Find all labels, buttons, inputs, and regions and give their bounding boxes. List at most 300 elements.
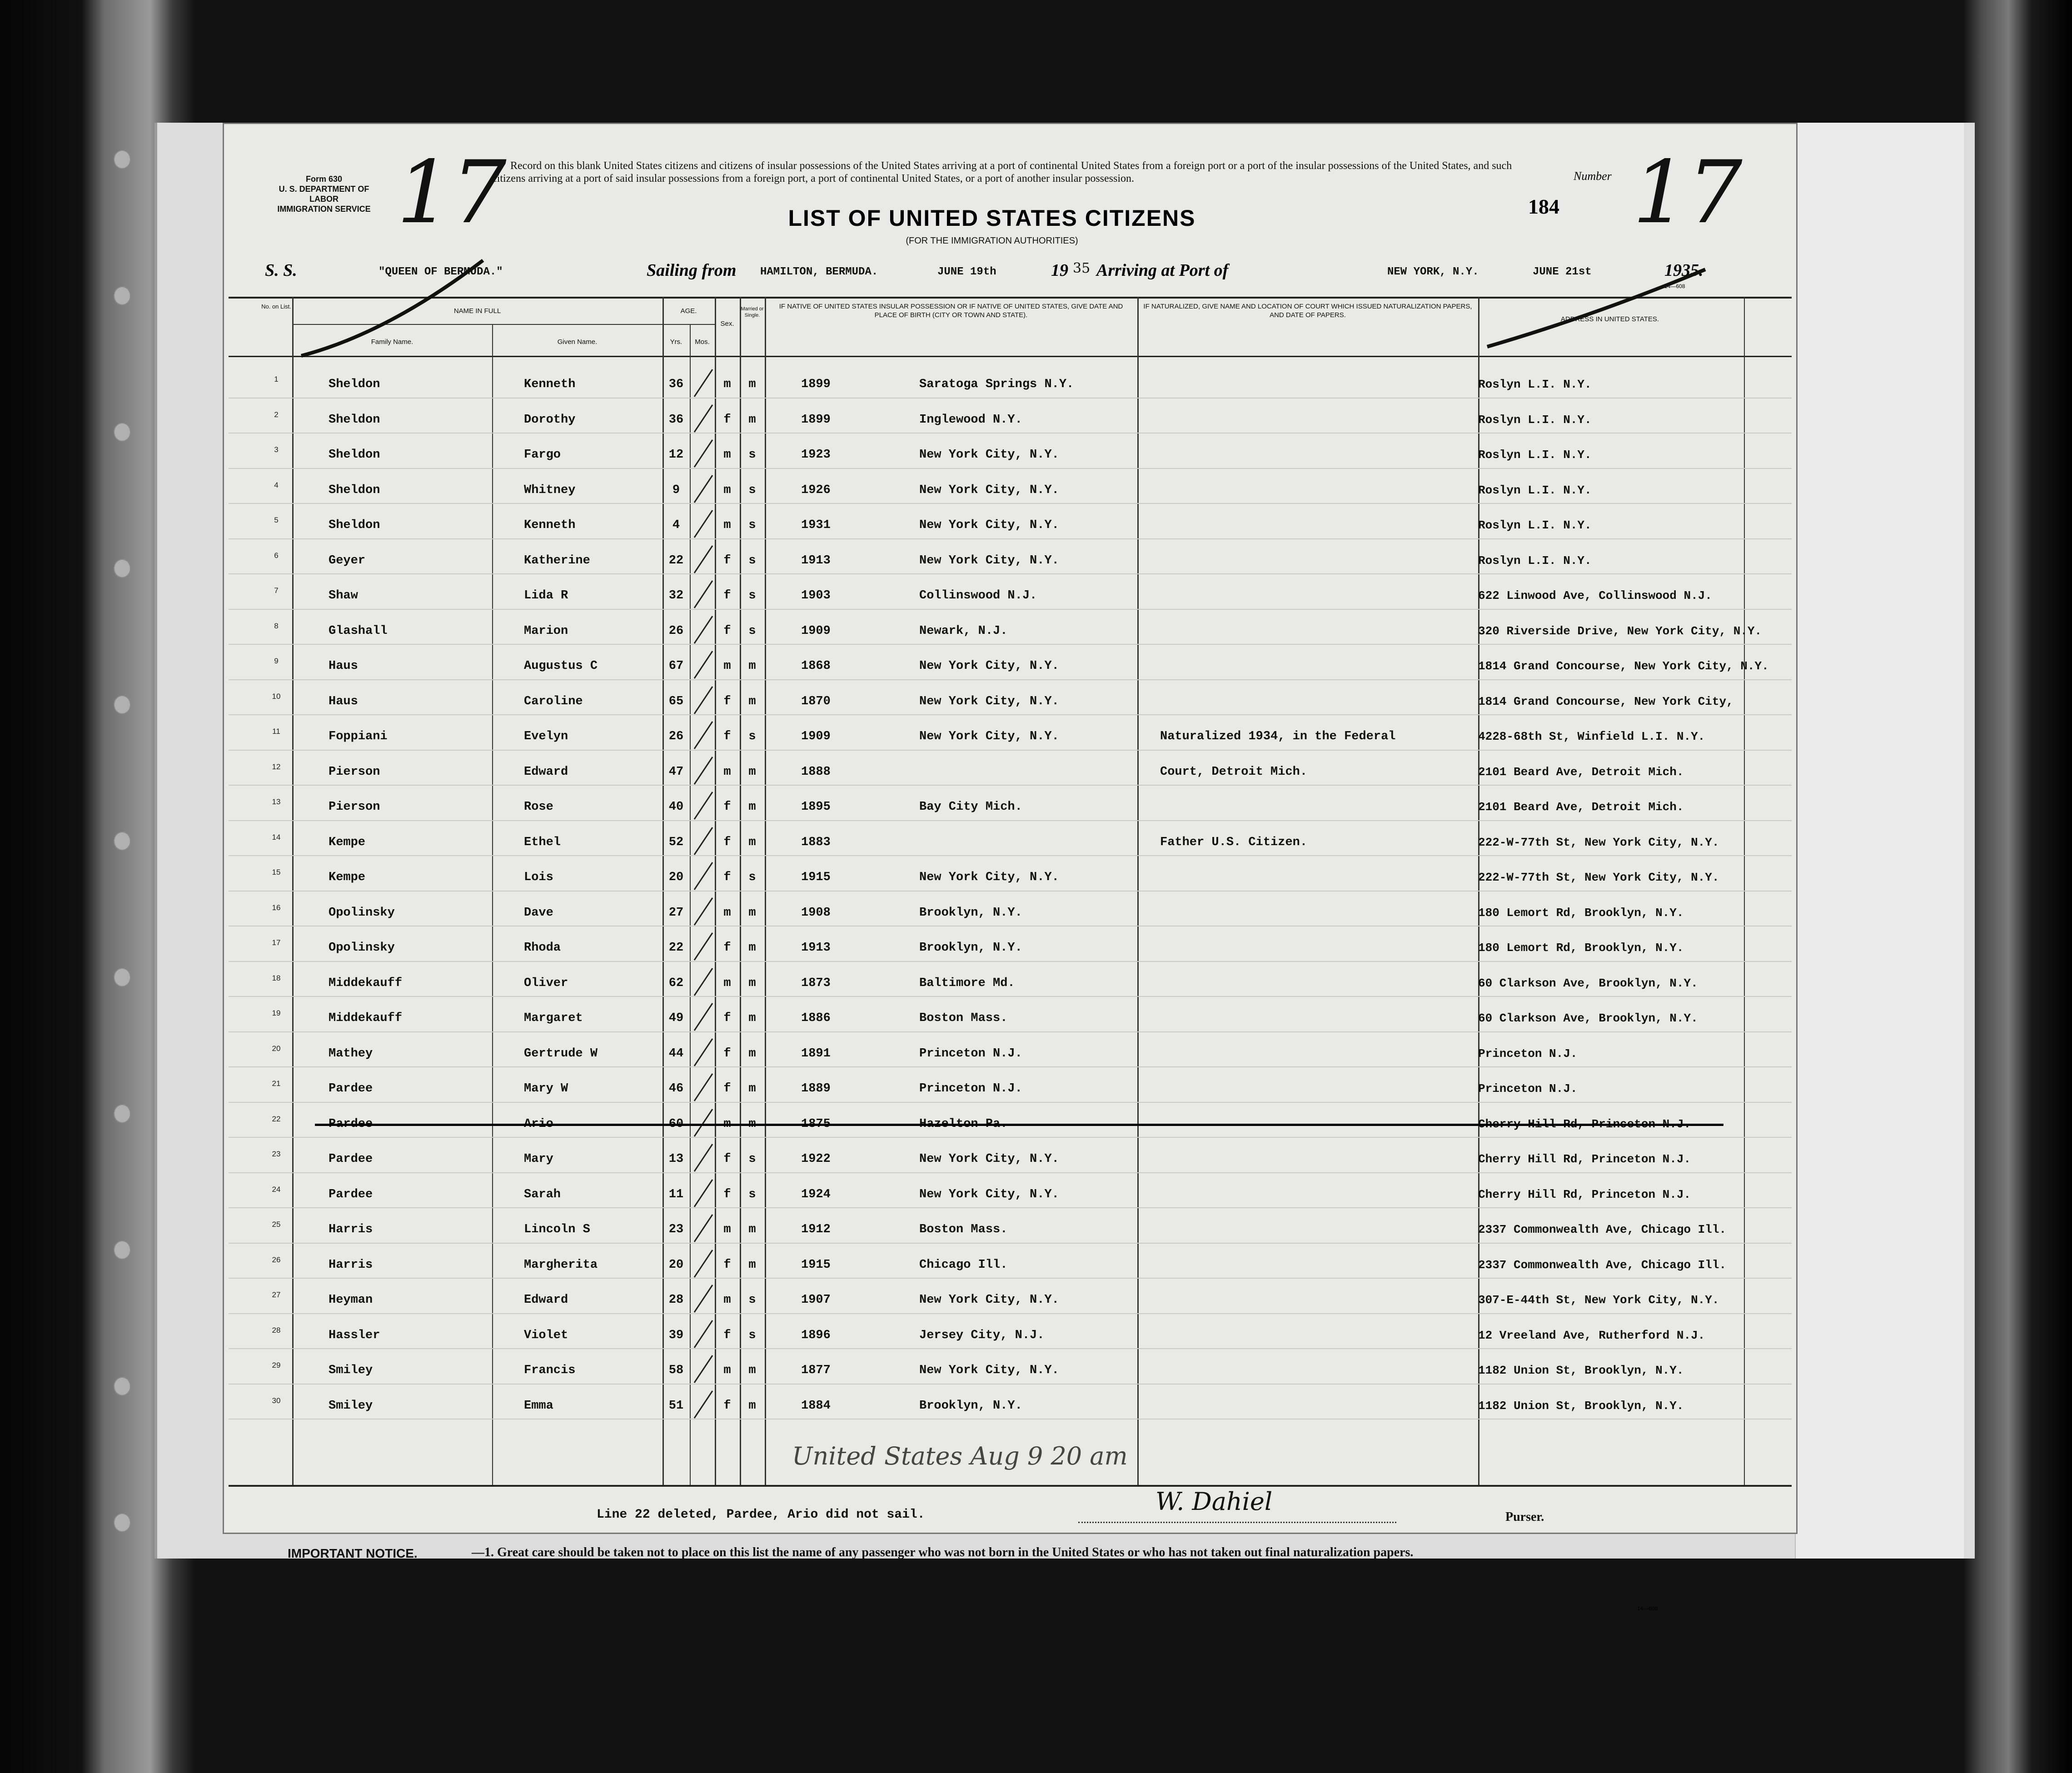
marital-status: s (748, 1293, 756, 1307)
address: 1814 Grand Concourse, New York City, (1478, 694, 1733, 708)
birth-year: 1883 (801, 835, 831, 849)
marital-status: s (748, 589, 756, 603)
age-years: 58 (668, 1364, 684, 1377)
address: Roslyn L.I. N.Y. (1478, 483, 1592, 497)
col-given-name: Given Name. (557, 338, 598, 346)
binder-hole (114, 1513, 131, 1532)
service-name: IMMIGRATION SERVICE (277, 204, 371, 214)
row-number: 3 (274, 445, 279, 454)
check-mark-icon (692, 684, 715, 716)
row-rule (229, 1207, 1792, 1208)
age-years: 13 (668, 1152, 684, 1166)
age-years: 4 (672, 518, 680, 532)
sex: m (723, 765, 731, 779)
given-name: Mary W (524, 1082, 568, 1096)
sex: m (723, 659, 731, 673)
row-number: 8 (274, 621, 279, 630)
age-years: 9 (672, 483, 680, 497)
sex: m (723, 448, 731, 462)
sex: f (723, 941, 731, 955)
list-number: 184 (1528, 195, 1559, 218)
age-years: 40 (668, 800, 684, 814)
marital-status: m (748, 1258, 756, 1272)
check-mark-icon (692, 896, 715, 927)
family-name: Heyman (329, 1293, 373, 1307)
deletion-note: Line 22 deleted, Pardee, Ario did not sail. (597, 1508, 925, 1522)
given-name: Gertrude W (524, 1046, 598, 1061)
table-bottom-rule (229, 1485, 1792, 1487)
age-years: 52 (668, 835, 684, 849)
family-name: Pardee (329, 1187, 373, 1201)
birth-place: New York City, N.Y. (919, 659, 1059, 673)
birth-place: Boston Mass. (919, 1223, 1008, 1236)
address: 1814 Grand Concourse, New York City, N.Y. (1478, 659, 1769, 673)
birth-place: Princeton N.J. (919, 1046, 1022, 1061)
sex: f (723, 1328, 731, 1342)
sex: f (723, 871, 731, 884)
address: 1182 Union St, Brooklyn, N.Y. (1478, 1364, 1684, 1377)
row-number: 4 (274, 480, 279, 489)
row-rule (229, 503, 1792, 504)
row-number: 19 (272, 1009, 281, 1017)
birth-place: New York City, N.Y. (919, 1187, 1059, 1201)
family-name: Mathey (329, 1046, 373, 1061)
row-rule (229, 750, 1792, 751)
record-notice: Record on this blank United States citizens and citizens of insular possessions of the United States arriving at a port of continental United States from a foreign port or a port of the insular possessions of the United States, and such citizens arriving at a port of said insular possessions from a foreign port, a port of continental United States, or a port of another insular possession. (492, 160, 1512, 184)
sex: f (723, 730, 731, 743)
address: 2101 Beard Ave, Detroit Mich. (1478, 765, 1684, 779)
arriving-label: Arriving at Port of (1096, 261, 1229, 280)
check-mark-icon (692, 1212, 715, 1244)
check-mark-icon (692, 790, 715, 822)
notice-item-3: 3. Failure to observe the terms of this notice may result in delay to passengers at the port of arrival. (472, 1601, 1010, 1615)
birth-year: 1924 (801, 1187, 831, 1201)
family-name: Shaw (329, 589, 358, 603)
age-years: 44 (668, 1046, 684, 1061)
check-mark-icon (692, 931, 715, 962)
given-name: Margherita (524, 1258, 598, 1272)
birth-year: 1895 (801, 800, 831, 814)
check-mark-icon (692, 1036, 715, 1068)
birth-place: Jersey City, N.J. (919, 1328, 1045, 1342)
check-mark-icon (692, 438, 715, 469)
family-name: Foppiani (329, 730, 388, 743)
birth-place: New York City, N.Y. (919, 553, 1059, 568)
sex: f (723, 413, 731, 427)
binder-hole (114, 559, 131, 578)
sex: f (723, 1187, 731, 1201)
row-number: 25 (272, 1220, 281, 1229)
sex: m (723, 1364, 731, 1377)
marital-status: m (748, 1364, 756, 1377)
voyage-form-code: 14—608 (1664, 283, 1685, 289)
address: 60 Clarkson Ave, Brooklyn, N.Y. (1478, 1011, 1698, 1025)
sailing-from-port: HAMILTON, BERMUDA. (760, 266, 878, 278)
sex: m (723, 906, 731, 920)
binder-hole (114, 695, 131, 714)
birth-place: New York City, N.Y. (919, 730, 1059, 743)
birth-year: 1913 (801, 553, 831, 568)
sex: m (723, 483, 731, 497)
row-rule (229, 996, 1792, 997)
address: Cherry Hill Rd, Princeton N.J. (1478, 1187, 1691, 1201)
row-number: 24 (272, 1185, 281, 1194)
arriving-port: NEW YORK, N.Y. (1387, 266, 1479, 278)
row-rule (229, 855, 1792, 856)
birth-place: Collinswood N.J. (919, 589, 1037, 603)
row-rule (229, 1172, 1792, 1173)
check-mark-icon (692, 1001, 715, 1033)
address: 180 Lemort Rd, Brooklyn, N.Y. (1478, 941, 1684, 955)
col-yrs: Yrs. (670, 338, 682, 346)
age-years: 26 (668, 624, 684, 638)
age-years: 20 (668, 871, 684, 884)
line-22-strikethrough (315, 1124, 1723, 1126)
given-name: Rose (524, 800, 553, 814)
marital-status: m (748, 941, 756, 955)
check-mark-icon (692, 1318, 715, 1350)
address: 320 Riverside Drive, New York City, N.Y. (1478, 624, 1762, 638)
row-number: 21 (272, 1079, 281, 1088)
given-name: Emma (524, 1399, 553, 1413)
sex: m (723, 378, 731, 391)
age-years: 49 (668, 1011, 684, 1025)
family-name: Pardee (329, 1152, 373, 1166)
birth-place: New York City, N.Y. (919, 1152, 1059, 1166)
marital-status: s (748, 483, 756, 497)
row-number: 15 (272, 868, 281, 877)
check-mark-icon (692, 543, 715, 575)
address: 4228-68th St, Winfield L.I. N.Y. (1478, 730, 1705, 743)
handwritten-number-right: 17 (1633, 142, 1743, 243)
sex: f (723, 1082, 731, 1096)
row-number: 29 (272, 1361, 281, 1370)
marital-status: m (748, 413, 756, 427)
birth-place: Inglewood N.Y. (919, 413, 1022, 427)
ship-name: "QUEEN OF BERMUDA." (379, 266, 503, 278)
handwritten-number-left: 17 (397, 142, 507, 243)
row-number: 30 (272, 1396, 281, 1405)
manifest-page (223, 123, 1798, 1633)
row-rule (229, 961, 1792, 962)
row-number: 9 (274, 657, 279, 665)
birth-year: 1922 (801, 1152, 831, 1166)
page-subtitle: (FOR THE IMMIGRATION AUTHORITIES) (906, 236, 1078, 246)
row-rule (229, 1384, 1792, 1385)
family-name: Kempe (329, 871, 366, 884)
family-name: Pardee (329, 1082, 373, 1096)
check-mark-icon (692, 860, 715, 892)
year-prefix: 19 (1051, 261, 1068, 280)
naturalization-info: Court, Detroit Mich. (1160, 765, 1308, 779)
sex: f (723, 800, 731, 814)
given-name: Rhoda (524, 941, 561, 955)
row-rule (229, 714, 1792, 715)
birth-place: New York City, N.Y. (919, 1364, 1059, 1377)
binder-hole (114, 1240, 131, 1260)
given-name: Evelyn (524, 730, 568, 743)
birth-place: Brooklyn, N.Y. (919, 906, 1022, 920)
family-name: Opolinsky (329, 941, 395, 955)
binder-hole (114, 832, 131, 851)
birth-year: 1886 (801, 1011, 831, 1025)
given-name: Fargo (524, 448, 561, 462)
address: Roslyn L.I. N.Y. (1478, 518, 1592, 532)
family-name: Harris (329, 1223, 373, 1236)
marital-status: s (748, 1328, 756, 1342)
row-number: 11 (272, 727, 280, 736)
address: Cherry Hill Rd, Princeton N.J. (1478, 1152, 1691, 1166)
address: 622 Linwood Ave, Collinswood N.J. (1478, 589, 1712, 603)
notice-item-2: 2. Where one or more members of a family are aliens, the names of all such members should be recorded upon the alien manifest. Suitable notation may be made upon such manifest opposite the names of those members who claim citizenship. (472, 1565, 1715, 1594)
address: Roslyn L.I. N.Y. (1478, 378, 1592, 391)
family-name: Harris (329, 1258, 373, 1272)
purser-signature: W. Dahiel (1156, 1487, 1273, 1516)
birth-place: New York City, N.Y. (919, 518, 1059, 532)
given-name: Augustus C (524, 659, 598, 673)
address: 222-W-77th St, New York City, N.Y. (1478, 871, 1719, 884)
birth-place: Chicago Ill. (919, 1258, 1008, 1272)
birth-year: 1915 (801, 1258, 831, 1272)
birth-year: 1912 (801, 1223, 831, 1236)
marital-status: m (748, 765, 756, 779)
important-notice-label: IMPORTANT NOTICE. (288, 1546, 418, 1560)
address: Roslyn L.I. N.Y. (1478, 413, 1592, 427)
binder-hole (114, 1377, 131, 1396)
birth-year: 1877 (801, 1364, 831, 1377)
col-age: AGE. (680, 307, 697, 315)
check-mark-icon (692, 473, 715, 505)
age-years: 20 (668, 1258, 684, 1272)
handwritten-arrival-note: United States Aug 9 20 am (792, 1442, 1128, 1470)
age-years: 36 (668, 378, 684, 391)
birth-place: Saratoga Springs N.Y. (919, 378, 1074, 391)
address: 180 Lemort Rd, Brooklyn, N.Y. (1478, 906, 1684, 920)
family-name: Glashall (329, 624, 388, 638)
number-label: Number (1574, 169, 1612, 183)
col-mos: Mos. (695, 338, 710, 346)
row-number: 23 (272, 1150, 281, 1158)
age-years: 22 (668, 553, 684, 568)
sex: f (723, 624, 731, 638)
family-name: Sheldon (329, 378, 380, 391)
birth-place: Boston Mass. (919, 1011, 1008, 1025)
given-name: Margaret (524, 1011, 583, 1025)
age-years: 39 (668, 1328, 684, 1342)
age-years: 12 (668, 448, 684, 462)
marital-status: m (748, 1399, 756, 1413)
col-divider (690, 324, 691, 1485)
row-rule (229, 1278, 1792, 1279)
row-rule (229, 1137, 1792, 1138)
birth-year: 1903 (801, 589, 831, 603)
family-name: Geyer (329, 553, 366, 568)
birth-year: 1899 (801, 378, 831, 391)
page-title: LIST OF UNITED STATES CITIZENS (788, 205, 1196, 231)
birth-year: 1899 (801, 413, 831, 427)
birth-place: Baltimore Md. (919, 976, 1015, 990)
sex: f (723, 1046, 731, 1061)
row-number: 22 (272, 1114, 281, 1123)
birth-year: 1931 (801, 518, 831, 532)
age-years: 51 (668, 1399, 684, 1413)
family-name: Sheldon (329, 518, 380, 532)
marital-status: s (748, 518, 756, 532)
marital-status: s (748, 871, 756, 884)
address: 2337 Commonwealth Ave, Chicago Ill. (1478, 1223, 1727, 1236)
given-name: Lincoln S (524, 1223, 590, 1236)
age-years: 28 (668, 1293, 684, 1307)
family-name: Smiley (329, 1399, 373, 1413)
family-name: Kempe (329, 835, 366, 849)
row-number: 6 (274, 551, 279, 560)
family-name: Sheldon (329, 483, 380, 497)
col-no: No. on List. (261, 303, 291, 310)
family-name: Sheldon (329, 448, 380, 462)
family-name: Haus (329, 694, 358, 708)
birth-place: Brooklyn, N.Y. (919, 1399, 1022, 1413)
age-years: 47 (668, 765, 684, 779)
family-name: Hassler (329, 1328, 380, 1342)
marital-status: m (748, 1011, 756, 1025)
check-mark-icon (692, 755, 715, 787)
family-name: Pierson (329, 765, 380, 779)
birth-place: Newark, N.J. (919, 624, 1008, 638)
age-years: 36 (668, 413, 684, 427)
row-number: 10 (272, 692, 281, 701)
sailing-date: JUNE 19th (937, 266, 996, 278)
birth-place: Brooklyn, N.Y. (919, 941, 1022, 955)
marital-status: m (748, 694, 756, 708)
row-rule (229, 573, 1792, 574)
row-number: 7 (274, 586, 279, 595)
notice-form-code: 14—608 (1637, 1605, 1658, 1612)
given-name: Francis (524, 1364, 576, 1377)
birth-year: 1889 (801, 1082, 831, 1096)
given-name: Edward (524, 1293, 568, 1307)
marital-status: s (748, 730, 756, 743)
family-name: Haus (329, 659, 358, 673)
age-years: 22 (668, 941, 684, 955)
row-number: 28 (272, 1325, 281, 1335)
birth-year: 1870 (801, 694, 831, 708)
header-cancel-stroke (297, 251, 488, 360)
address: Roslyn L.I. N.Y. (1478, 553, 1592, 568)
sex: m (723, 518, 731, 532)
col-address: ADDRESS IN UNITED STATES. (1560, 315, 1659, 323)
check-mark-icon (692, 1142, 715, 1174)
purser-label: Purser. (1505, 1510, 1544, 1524)
birth-year: 1868 (801, 659, 831, 673)
given-name: Mary (524, 1152, 553, 1166)
address-cancel-stroke (1483, 260, 1710, 351)
naturalization-info: Father U.S. Citizen. (1160, 835, 1308, 849)
given-name: Caroline (524, 694, 583, 708)
sex: f (723, 835, 731, 849)
age-years: 26 (668, 730, 684, 743)
birth-year: 1923 (801, 448, 831, 462)
marital-status: s (748, 1187, 756, 1201)
address: Princeton N.J. (1478, 1046, 1578, 1061)
marital-status: m (748, 800, 756, 814)
row-number: 5 (274, 516, 279, 524)
sex: f (723, 1399, 731, 1413)
marital-status: m (748, 378, 756, 391)
age-years: 11 (668, 1187, 684, 1201)
birth-year: 1926 (801, 483, 831, 497)
sex: f (723, 553, 731, 568)
given-name: Kenneth (524, 518, 576, 532)
birth-year: 1896 (801, 1328, 831, 1342)
marital-status: s (748, 553, 756, 568)
binder-hole (114, 286, 131, 305)
row-rule (229, 820, 1792, 821)
birth-place: New York City, N.Y. (919, 1293, 1059, 1307)
check-mark-icon (692, 1071, 715, 1103)
age-years: 62 (668, 976, 684, 990)
form-department-label (265, 174, 383, 214)
row-number: 26 (272, 1255, 281, 1264)
family-name: Middekauff (329, 1011, 403, 1025)
check-mark-icon (692, 966, 715, 998)
binder-hole (114, 150, 131, 169)
check-mark-icon (692, 403, 715, 434)
birth-place: New York City, N.Y. (919, 694, 1059, 708)
birth-year: 1884 (801, 1399, 831, 1413)
row-rule (229, 1102, 1792, 1103)
check-mark-icon (692, 614, 715, 646)
given-name: Dorothy (524, 413, 576, 427)
given-name: Kenneth (524, 378, 576, 391)
marital-status: m (748, 1223, 756, 1236)
birth-place: New York City, N.Y. (919, 871, 1059, 884)
row-number: 20 (272, 1044, 281, 1053)
sex: f (723, 1152, 731, 1166)
ss-label: S. S. (265, 261, 297, 280)
address: 12 Vreeland Ave, Rutherford N.J. (1478, 1328, 1705, 1342)
birth-place: Princeton N.J. (919, 1082, 1022, 1096)
row-rule (229, 1313, 1792, 1314)
department-name: U. S. DEPARTMENT OF LABOR (279, 184, 369, 204)
family-name: Middekauff (329, 976, 403, 990)
row-number: 1 (274, 375, 279, 383)
row-rule (229, 1031, 1792, 1032)
check-mark-icon (692, 719, 715, 751)
marital-status: m (748, 976, 756, 990)
given-name: Whitney (524, 483, 576, 497)
check-mark-icon (692, 1177, 715, 1209)
birth-place: Bay City Mich. (919, 800, 1022, 814)
given-name: Ethel (524, 835, 561, 849)
row-number: 2 (274, 410, 279, 419)
given-name: Lois (524, 871, 553, 884)
given-name: Lida R (524, 589, 568, 603)
address: 307-E-44th St, New York City, N.Y. (1478, 1293, 1719, 1307)
marital-status: m (748, 659, 756, 673)
sex: f (723, 589, 731, 603)
row-rule (229, 644, 1792, 645)
marital-status: m (748, 835, 756, 849)
check-mark-icon (692, 1283, 715, 1315)
binder-hole (114, 1104, 131, 1123)
birth-year: 1909 (801, 624, 831, 638)
arrival-year: 1935. (1664, 261, 1703, 280)
row-number: 14 (272, 832, 281, 842)
naturalization-info: Naturalized 1934, in the Federal (1160, 730, 1396, 743)
col-divider (492, 324, 493, 1485)
sex: m (723, 1293, 731, 1307)
family-name: Sheldon (329, 413, 380, 427)
